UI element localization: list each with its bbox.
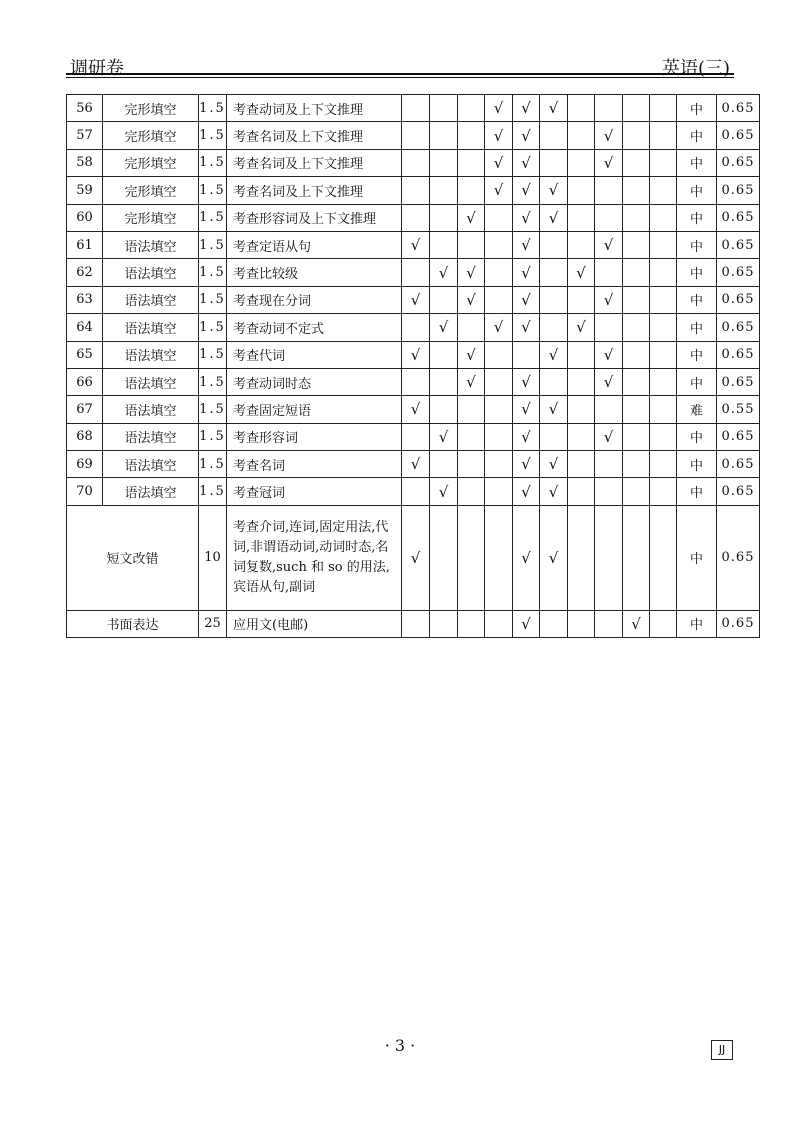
difficulty: 中	[677, 204, 717, 231]
check-cell: √	[485, 95, 513, 122]
check-cell	[650, 149, 677, 176]
question-topic: 考查动词不定式	[227, 314, 402, 341]
table-row	[67, 478, 760, 505]
check-cell	[430, 149, 458, 176]
check-cell	[568, 286, 595, 313]
pass-rate: 0.65	[717, 478, 760, 505]
table-row	[67, 451, 760, 478]
check-cell	[568, 451, 595, 478]
check-cell	[485, 204, 513, 231]
check-cell: √	[513, 314, 540, 341]
check-cell	[540, 231, 568, 258]
pass-rate: 0.65	[717, 314, 760, 341]
check-cell: √	[402, 451, 430, 478]
check-cell	[650, 396, 677, 423]
section-type: 短文改错	[67, 505, 199, 610]
table-row	[67, 259, 760, 286]
question-score: 1.5	[199, 286, 227, 313]
check-cell	[485, 478, 513, 505]
check-cell: √	[513, 478, 540, 505]
check-cell: √	[513, 259, 540, 286]
difficulty: 中	[677, 231, 717, 258]
check-cell: √	[485, 314, 513, 341]
table-row	[67, 286, 760, 313]
difficulty: 中	[677, 259, 717, 286]
question-number: 68	[67, 423, 103, 450]
question-number: 66	[67, 368, 103, 395]
check-cell	[650, 478, 677, 505]
check-cell: √	[540, 451, 568, 478]
check-cell	[402, 610, 430, 637]
check-cell	[623, 122, 650, 149]
check-cell	[402, 95, 430, 122]
check-cell: √	[402, 396, 430, 423]
question-topic: 考查比较级	[227, 259, 402, 286]
check-cell	[623, 423, 650, 450]
check-cell	[402, 314, 430, 341]
difficulty: 中	[677, 610, 717, 637]
pass-rate: 0.55	[717, 396, 760, 423]
check-cell	[568, 177, 595, 204]
check-cell: √	[430, 314, 458, 341]
difficulty: 中	[677, 505, 717, 610]
question-topic: 考查代词	[227, 341, 402, 368]
check-cell: √	[513, 231, 540, 258]
question-topic: 考查冠词	[227, 478, 402, 505]
check-cell	[430, 396, 458, 423]
table-row	[67, 368, 760, 395]
pass-rate: 0.65	[717, 122, 760, 149]
table-row	[67, 341, 760, 368]
check-cell	[623, 149, 650, 176]
question-type: 完形填空	[103, 149, 199, 176]
check-cell	[458, 231, 485, 258]
check-cell	[650, 423, 677, 450]
question-score: 1.5	[199, 122, 227, 149]
check-cell: √	[595, 368, 623, 395]
check-cell	[568, 95, 595, 122]
check-cell	[402, 368, 430, 395]
pass-rate: 0.65	[717, 286, 760, 313]
section-topic: 应用文(电邮)	[227, 610, 402, 637]
check-cell	[485, 341, 513, 368]
check-cell	[650, 204, 677, 231]
question-topic: 考查动词时态	[227, 368, 402, 395]
check-cell	[540, 286, 568, 313]
question-type: 语法填空	[103, 368, 199, 395]
check-cell	[540, 610, 568, 637]
question-topic: 考查名词及上下文推理	[227, 149, 402, 176]
check-cell	[568, 149, 595, 176]
check-cell: √	[595, 423, 623, 450]
check-cell: √	[595, 122, 623, 149]
pass-rate: 0.65	[717, 149, 760, 176]
section-score: 10	[199, 505, 227, 610]
question-score: 1.5	[199, 314, 227, 341]
table-row	[67, 204, 760, 231]
check-cell: √	[513, 451, 540, 478]
difficulty: 中	[677, 286, 717, 313]
question-number: 67	[67, 396, 103, 423]
check-cell	[485, 396, 513, 423]
check-cell: √	[513, 368, 540, 395]
check-cell	[568, 478, 595, 505]
check-cell	[568, 122, 595, 149]
check-cell: √	[402, 286, 430, 313]
check-cell: √	[458, 204, 485, 231]
table-row	[67, 314, 760, 341]
check-cell: √	[595, 231, 623, 258]
check-cell	[430, 95, 458, 122]
question-type: 语法填空	[103, 478, 199, 505]
check-cell	[458, 122, 485, 149]
check-cell	[430, 451, 458, 478]
check-cell	[485, 231, 513, 258]
check-cell: √	[513, 396, 540, 423]
check-cell: √	[513, 177, 540, 204]
question-number: 56	[67, 95, 103, 122]
question-number: 65	[67, 341, 103, 368]
question-number: 64	[67, 314, 103, 341]
check-cell	[402, 478, 430, 505]
check-cell	[430, 122, 458, 149]
question-score: 1.5	[199, 478, 227, 505]
check-cell: √	[595, 149, 623, 176]
check-cell	[485, 610, 513, 637]
difficulty: 中	[677, 95, 717, 122]
check-cell: √	[513, 149, 540, 176]
question-type: 语法填空	[103, 286, 199, 313]
check-cell	[458, 478, 485, 505]
difficulty: 中	[677, 177, 717, 204]
section-score: 25	[199, 610, 227, 637]
check-cell	[485, 423, 513, 450]
check-cell	[540, 368, 568, 395]
check-cell	[485, 286, 513, 313]
check-cell	[458, 451, 485, 478]
check-cell	[430, 204, 458, 231]
question-topic: 考查动词及上下文推理	[227, 95, 402, 122]
question-score: 1.5	[199, 149, 227, 176]
check-cell	[402, 423, 430, 450]
check-cell: √	[402, 341, 430, 368]
check-cell	[485, 505, 513, 610]
question-score: 1.5	[199, 204, 227, 231]
header-title: 调研卷	[70, 58, 124, 79]
check-cell	[568, 341, 595, 368]
question-number: 58	[67, 149, 103, 176]
difficulty: 中	[677, 314, 717, 341]
pass-rate: 0.65	[717, 177, 760, 204]
check-cell	[402, 177, 430, 204]
check-cell	[595, 478, 623, 505]
check-cell	[458, 505, 485, 610]
check-cell	[623, 451, 650, 478]
check-cell	[540, 423, 568, 450]
check-cell	[650, 610, 677, 637]
question-type: 语法填空	[103, 423, 199, 450]
difficulty: 中	[677, 341, 717, 368]
question-number: 62	[67, 259, 103, 286]
check-cell	[568, 396, 595, 423]
section-topic: 考查介词,连词,固定用法,代词,非谓语动词,动词时态,名词复数,such 和 so 的用法,宾语从句,副词	[227, 505, 402, 610]
question-number: 59	[67, 177, 103, 204]
check-cell: √	[568, 259, 595, 286]
question-topic: 考查名词及上下文推理	[227, 122, 402, 149]
check-cell: √	[595, 286, 623, 313]
check-cell	[485, 451, 513, 478]
analysis-table	[66, 94, 760, 638]
check-cell: √	[540, 505, 568, 610]
question-type: 语法填空	[103, 231, 199, 258]
question-type: 完形填空	[103, 204, 199, 231]
check-cell	[540, 122, 568, 149]
question-type: 语法填空	[103, 341, 199, 368]
table-row-writing	[67, 610, 760, 637]
check-cell	[623, 95, 650, 122]
table-row-correction	[67, 505, 760, 610]
question-score: 1.5	[199, 423, 227, 450]
check-cell	[568, 423, 595, 450]
header-subject: 英语(三)	[661, 58, 730, 79]
pass-rate: 0.65	[717, 341, 760, 368]
difficulty: 中	[677, 122, 717, 149]
question-type: 语法填空	[103, 259, 199, 286]
check-cell	[458, 396, 485, 423]
check-cell	[540, 149, 568, 176]
difficulty: 中	[677, 451, 717, 478]
check-cell	[650, 505, 677, 610]
pass-rate: 0.65	[717, 231, 760, 258]
pass-rate: 0.65	[717, 95, 760, 122]
question-number: 60	[67, 204, 103, 231]
question-score: 1.5	[199, 177, 227, 204]
check-cell	[568, 231, 595, 258]
check-cell	[623, 231, 650, 258]
pass-rate: 0.65	[717, 505, 760, 610]
check-cell	[623, 368, 650, 395]
check-cell	[623, 341, 650, 368]
check-cell: √	[513, 610, 540, 637]
check-cell: √	[623, 610, 650, 637]
check-cell	[650, 286, 677, 313]
difficulty: 中	[677, 368, 717, 395]
check-cell	[402, 204, 430, 231]
check-cell	[402, 259, 430, 286]
check-cell	[595, 95, 623, 122]
check-cell: √	[485, 149, 513, 176]
check-cell	[595, 610, 623, 637]
question-type: 完形填空	[103, 122, 199, 149]
pass-rate: 0.65	[717, 451, 760, 478]
check-cell	[568, 505, 595, 610]
question-number: 69	[67, 451, 103, 478]
check-cell	[623, 314, 650, 341]
check-cell	[540, 259, 568, 286]
check-cell	[623, 286, 650, 313]
difficulty: 难	[677, 396, 717, 423]
check-cell	[595, 505, 623, 610]
check-cell	[430, 341, 458, 368]
check-cell	[458, 314, 485, 341]
question-topic: 考查定语从句	[227, 231, 402, 258]
check-cell	[595, 396, 623, 423]
table-row	[67, 423, 760, 450]
check-cell	[568, 204, 595, 231]
check-cell: √	[540, 204, 568, 231]
check-cell	[430, 177, 458, 204]
check-cell	[430, 231, 458, 258]
question-number: 70	[67, 478, 103, 505]
check-cell	[650, 368, 677, 395]
pass-rate: 0.65	[717, 423, 760, 450]
check-cell	[402, 149, 430, 176]
check-cell: √	[485, 122, 513, 149]
question-score: 1.5	[199, 95, 227, 122]
check-cell	[430, 286, 458, 313]
check-cell	[650, 314, 677, 341]
table-row	[67, 95, 760, 122]
page-number: · 3 ·	[384, 1036, 416, 1055]
question-score: 1.5	[199, 451, 227, 478]
check-cell	[458, 610, 485, 637]
pass-rate: 0.65	[717, 259, 760, 286]
check-cell	[650, 341, 677, 368]
check-cell	[623, 259, 650, 286]
check-cell: √	[513, 204, 540, 231]
check-cell: √	[513, 122, 540, 149]
check-cell	[513, 341, 540, 368]
check-cell	[595, 177, 623, 204]
question-topic: 考查名词及上下文推理	[227, 177, 402, 204]
question-number: 61	[67, 231, 103, 258]
pass-rate: 0.65	[717, 204, 760, 231]
check-cell: √	[402, 505, 430, 610]
question-number: 57	[67, 122, 103, 149]
difficulty: 中	[677, 423, 717, 450]
print-mark: JJ	[711, 1040, 733, 1060]
pass-rate: 0.65	[717, 368, 760, 395]
question-topic: 考查名词	[227, 451, 402, 478]
question-number: 63	[67, 286, 103, 313]
check-cell	[623, 505, 650, 610]
check-cell: √	[430, 478, 458, 505]
question-topic: 考查固定短语	[227, 396, 402, 423]
check-cell	[430, 505, 458, 610]
check-cell	[623, 204, 650, 231]
question-score: 1.5	[199, 231, 227, 258]
check-cell	[650, 177, 677, 204]
check-cell: √	[513, 505, 540, 610]
check-cell: √	[458, 259, 485, 286]
check-cell: √	[485, 177, 513, 204]
check-cell	[568, 368, 595, 395]
check-cell	[458, 177, 485, 204]
question-type: 完形填空	[103, 177, 199, 204]
question-score: 1.5	[199, 396, 227, 423]
check-cell	[650, 122, 677, 149]
table-row	[67, 396, 760, 423]
difficulty: 中	[677, 478, 717, 505]
header-rule-thin	[66, 77, 734, 78]
check-cell: √	[513, 95, 540, 122]
check-cell	[458, 423, 485, 450]
check-cell	[650, 95, 677, 122]
question-type: 语法填空	[103, 396, 199, 423]
check-cell: √	[595, 341, 623, 368]
section-type: 书面表达	[67, 610, 199, 637]
difficulty: 中	[677, 149, 717, 176]
check-cell	[650, 451, 677, 478]
check-cell	[540, 314, 568, 341]
question-score: 1.5	[199, 341, 227, 368]
check-cell	[623, 478, 650, 505]
check-cell	[595, 451, 623, 478]
check-cell	[458, 149, 485, 176]
question-type: 语法填空	[103, 314, 199, 341]
check-cell: √	[540, 95, 568, 122]
check-cell	[485, 368, 513, 395]
check-cell: √	[402, 231, 430, 258]
check-cell	[458, 95, 485, 122]
pass-rate: 0.65	[717, 610, 760, 637]
check-cell	[595, 314, 623, 341]
check-cell: √	[540, 177, 568, 204]
check-cell: √	[540, 396, 568, 423]
check-cell	[430, 610, 458, 637]
check-cell: √	[540, 341, 568, 368]
question-type: 完形填空	[103, 95, 199, 122]
question-topic: 考查形容词及上下文推理	[227, 204, 402, 231]
page-header	[66, 44, 734, 79]
question-score: 1.5	[199, 368, 227, 395]
check-cell	[595, 259, 623, 286]
question-topic: 考查形容词	[227, 423, 402, 450]
check-cell	[402, 122, 430, 149]
question-type: 语法填空	[103, 451, 199, 478]
check-cell	[623, 396, 650, 423]
check-cell	[650, 259, 677, 286]
check-cell: √	[513, 286, 540, 313]
question-topic: 考查现在分词	[227, 286, 402, 313]
check-cell: √	[540, 478, 568, 505]
table-row	[67, 231, 760, 258]
table-row	[67, 122, 760, 149]
check-cell: √	[430, 423, 458, 450]
check-cell: √	[568, 314, 595, 341]
check-cell: √	[458, 368, 485, 395]
check-cell	[595, 204, 623, 231]
check-cell: √	[430, 259, 458, 286]
check-cell: √	[513, 423, 540, 450]
table-row	[67, 149, 760, 176]
question-score: 1.5	[199, 259, 227, 286]
check-cell: √	[458, 341, 485, 368]
check-cell	[650, 231, 677, 258]
check-cell	[568, 610, 595, 637]
check-cell	[430, 368, 458, 395]
check-cell	[485, 259, 513, 286]
table-row	[67, 177, 760, 204]
check-cell: √	[458, 286, 485, 313]
header-rule	[66, 73, 734, 75]
check-cell	[623, 177, 650, 204]
